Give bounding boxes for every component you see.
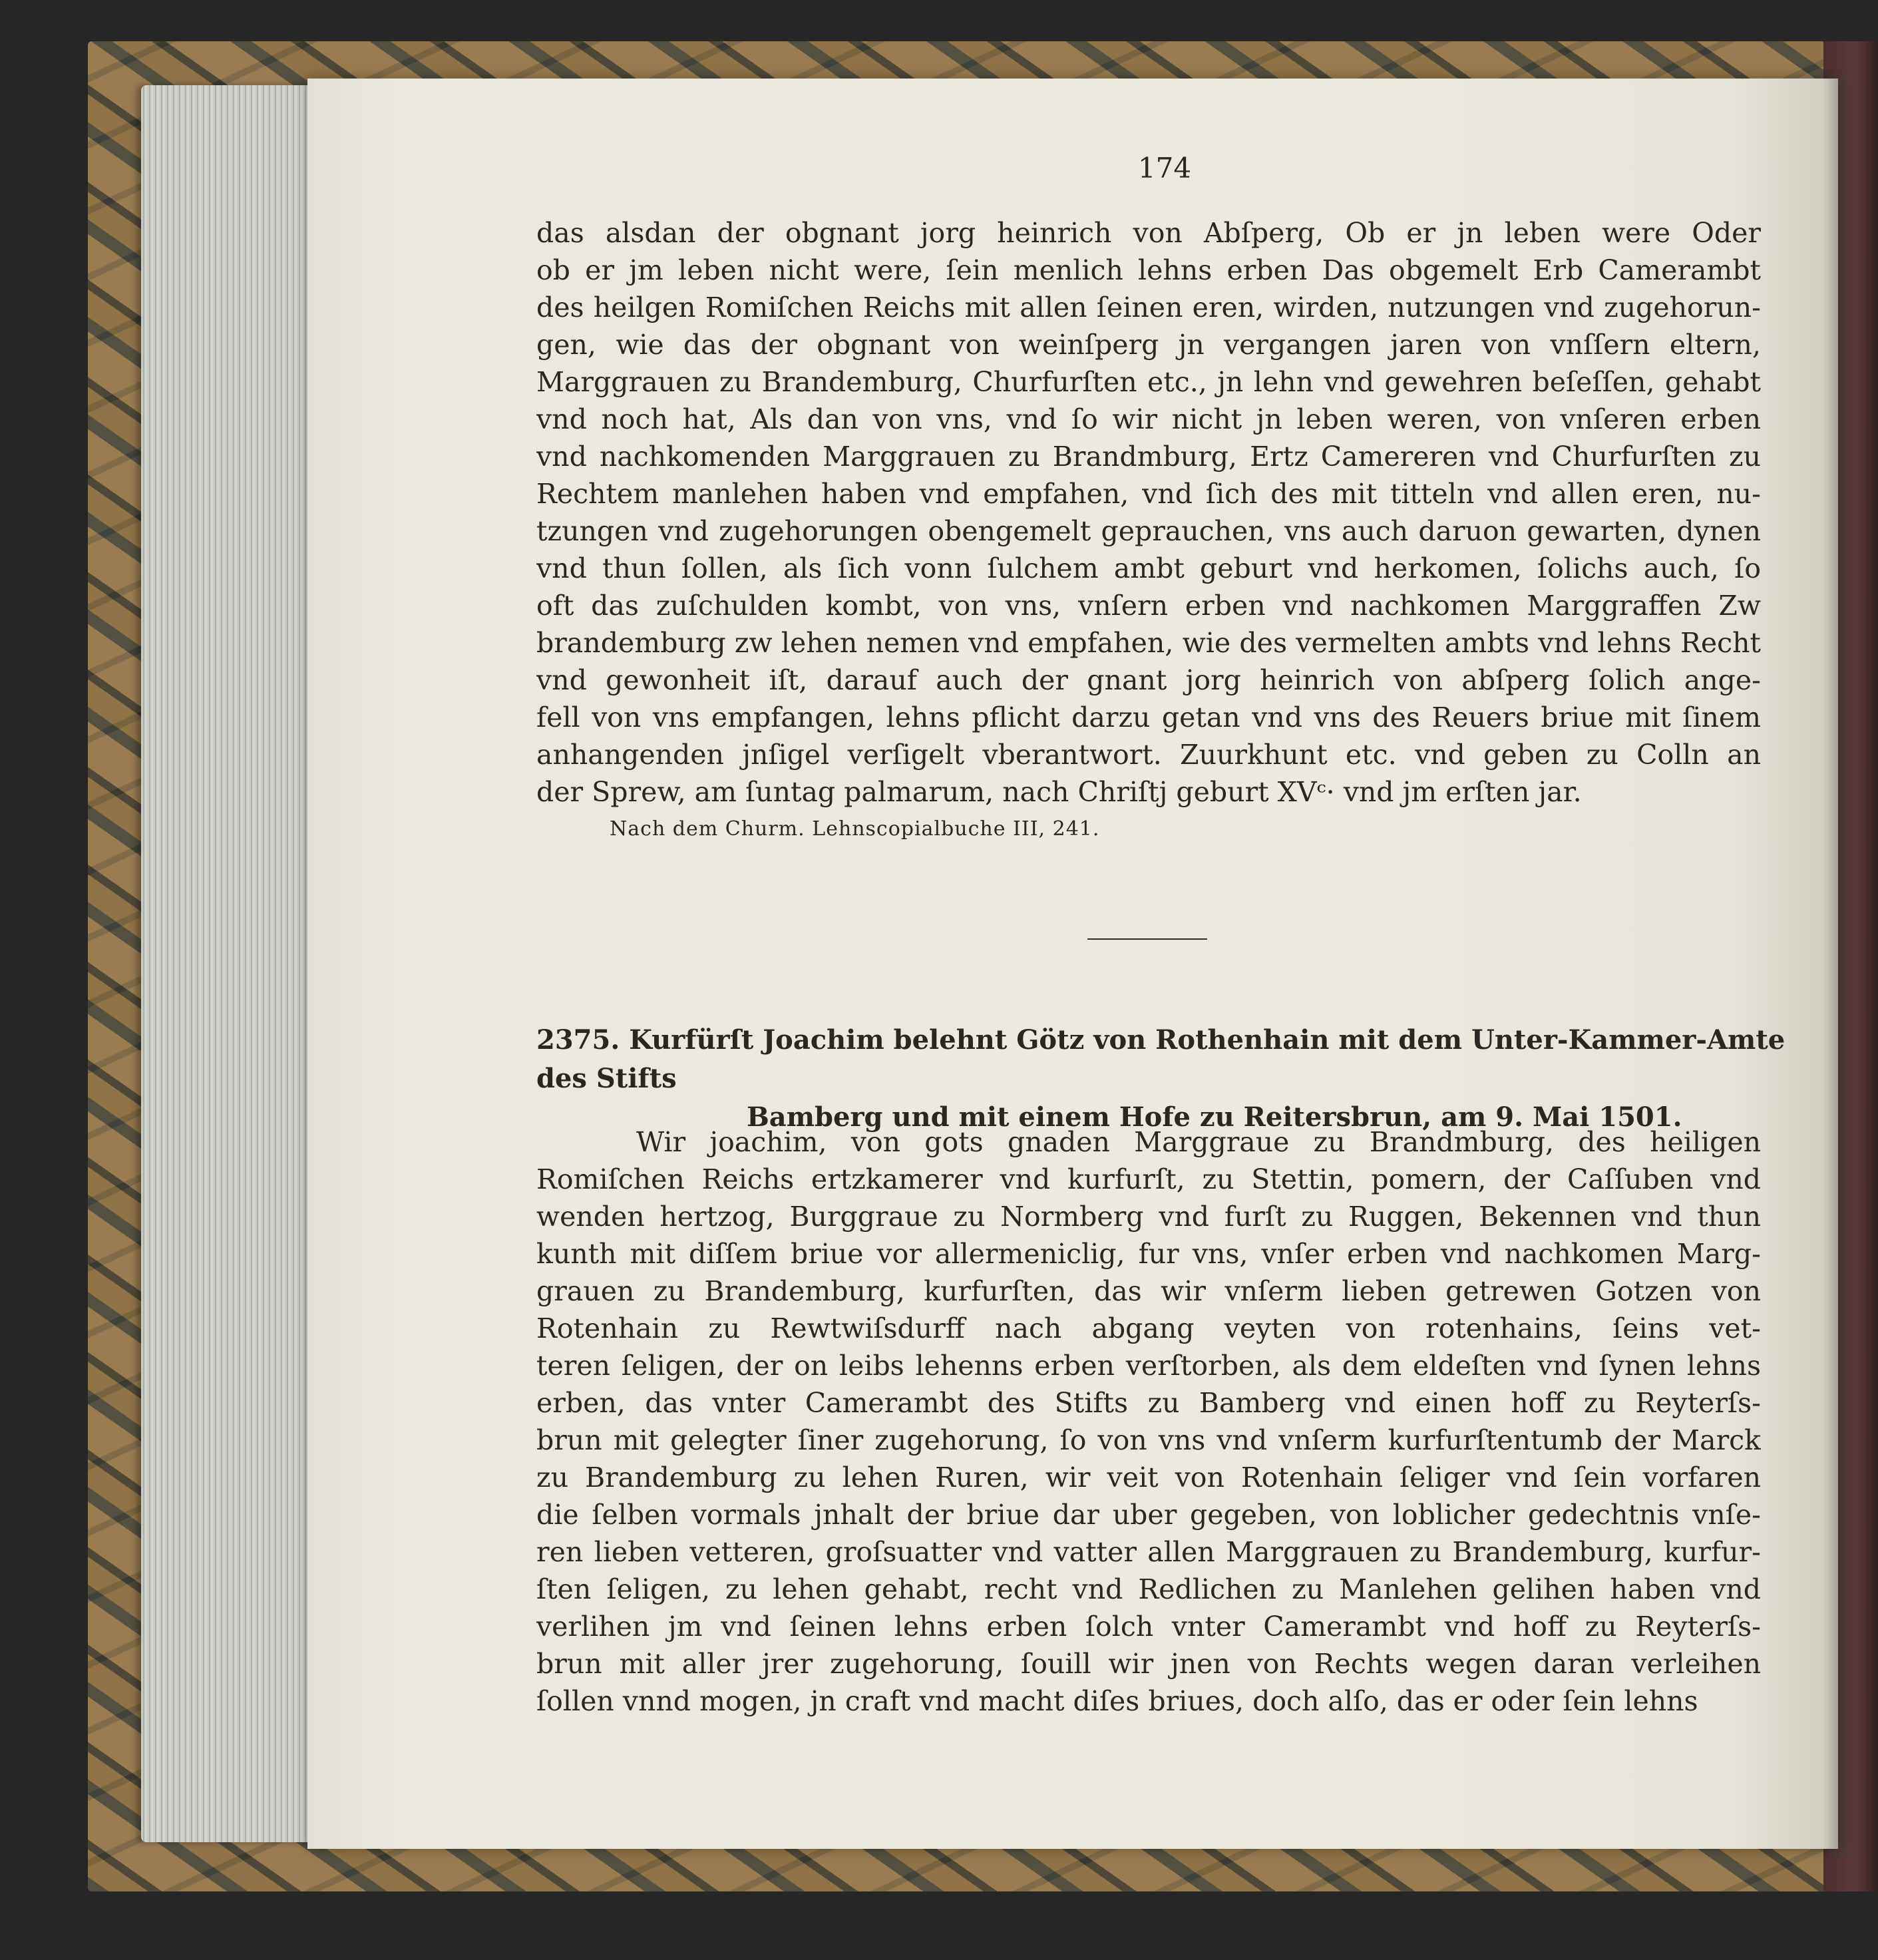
body-text-line: zu Brandemburg zu lehen Ruren, wir veit von Rotenhain ſeliger vnd ſein vorfaren [536,1462,1761,1493]
body-text-line: ſten ſeligen, zu lehen gehabt, recht vnd Redlichen zu Manlehen gelihen haben vnd [536,1573,1761,1605]
body-text-line: Rotenhain zu Rewtwiſsdurff nach abgang veyten von rotenhains, ſeins vet- [536,1312,1761,1344]
text-line: gen, wie das der obgnant von weinſperg jn vergangen jaren von vnſſern eltern, [536,329,1761,361]
text-line: das alsdan der obgnant jorg heinrich von Abſperg, Ob er jn leben were Oder [536,217,1761,249]
section-divider [1087,938,1207,940]
source-note: Nach dem Churm. Lehnscopialbuche III, 241. [610,817,1100,841]
text-line: Rechtem manlehen haben vnd empfahen, vnd ſich des mit titteln vnd allen eren, nu- [536,478,1761,510]
heading-line-1: Kurfürſt Joachim belehnt Götz von Rothenhain mit dem Unter-Kammer-Amte des Stifts [536,1024,1785,1094]
text-line: Marggrauen zu Brandemburg, Churfurſten etc., jn lehn vnd gewehren beſeſſen, gehabt [536,366,1761,398]
text-line: oft das zuſchulden kombt, von vns, vnſern erben vnd nachkomen Marggraffen Zw [536,590,1761,622]
gutter-shadow [1823,73,1849,1857]
text-line: vnd noch hat, Als dan von vns, vnd ſo wir nicht jn leben weren, von vnſeren erben [536,403,1761,435]
body-text-line: kunth mit diſſem briue vor allermeniclig, fur vns, vnſer erben vnd nachkomen Marg- [536,1238,1761,1270]
body-text-line: brun mit gelegter ſiner zugehorung, ſo von vns vnd vnſerm kurfurſtentumb der Marck [536,1424,1761,1456]
body-text-line: erben, das vnter Camerambt des Stifts zu Bamberg vnd einen hoff zu Reyterſs- [536,1387,1761,1419]
page-number: 174 [1137,152,1192,184]
body-text-line: die ſelben vormals jnhalt der briue dar uber gegeben, von loblicher gedechtnis vnſe- [536,1499,1761,1531]
body-text-line: Wir joachim, von gots gnaden Marggraue zu Brandmburg, des heiligen [636,1126,1761,1158]
text-line: brandemburg zw lehen nemen vnd empfahen, wie des vermelten ambts vnd lehns Recht [536,627,1761,659]
body-text-line: verlihen jm vnd ſeinen lehns erben ſolch vnter Camerambt vnd hoff zu Reyterſs- [536,1611,1761,1643]
document-heading [536,1021,1801,1137]
body-text-line: teren ſeligen, der on leibs lehenns erben verſtorben, als dem eldeſten vnd ſynen lehns [536,1350,1761,1382]
body-text-line: ſollen vnnd mogen, jn craft vnd macht diſes briues, doch alſo, das er oder ſein lehns [536,1685,1698,1717]
text-line: vnd gewonheit iſt, darauf auch der gnant jorg heinrich von abſperg ſolich ange- [536,664,1761,696]
body-text-line: wenden hertzog, Burggraue zu Normberg vnd furſt zu Ruggen, Bekennen vnd thun [536,1201,1761,1233]
text-line: des heilgen Romiſchen Reichs mit allen ſeinen eren, wirden, nutzungen vnd zugehorun- [536,292,1761,323]
text-line: ob er jm leben nicht were, ſein menlich lehns erben Das obgemelt Erb Camerambt [536,254,1761,286]
text-line: der Sprew, am ſuntag palmarum, nach Chriſtj geburt XVᶜ· vnd jm erſten jar. [536,776,1582,808]
body-text-line: ren lieben vetteren, groſsuatter vnd vatter allen Marggrauen zu Brandemburg, kurfur- [536,1536,1761,1568]
document-number: 2375. [536,1024,620,1056]
heading-line-2: Bamberg und mit einem Hofe zu Reitersbrun, am 9. Mai 1501. [747,1101,1682,1133]
text-line: fell von vns empfangen, lehns pflicht darzu getan vnd vns des Reuers briue mit ſinem [536,701,1761,733]
body-text-line: grauen zu Brandemburg, kurfurſten, das wir vnſerm lieben getrewen Gotzen von [536,1275,1761,1307]
document-body [536,1123,1761,1720]
body-text-line: brun mit aller jrer zugehorung, ſouill wir jnen von Rechts wegen daran verleihen [536,1648,1761,1680]
top-paragraph [536,214,1761,811]
text-line: tzungen vnd zugehorungen obengemelt geprauchen, vns auch daruon gewarten, dynen [536,515,1761,547]
body-text-line: Romiſchen Reichs ertzkamerer vnd kurfurſt, zu Stettin, pomern, der Caſſuben vnd [536,1163,1761,1195]
text-line: vnd thun ſollen, als ſich vonn ſulchem ambt geburt vnd herkomen, ſolichs auch, ſo [536,552,1761,584]
text-line: anhangenden jnſigel verſigelt vberantwort. Zuurkhunt etc. vnd geben zu Colln an [536,739,1761,771]
page-edges [141,85,314,1842]
text-line: vnd nachkomenden Marggrauen zu Brandmburg, Ertz Camereren vnd Churfurſten zu [536,441,1761,473]
